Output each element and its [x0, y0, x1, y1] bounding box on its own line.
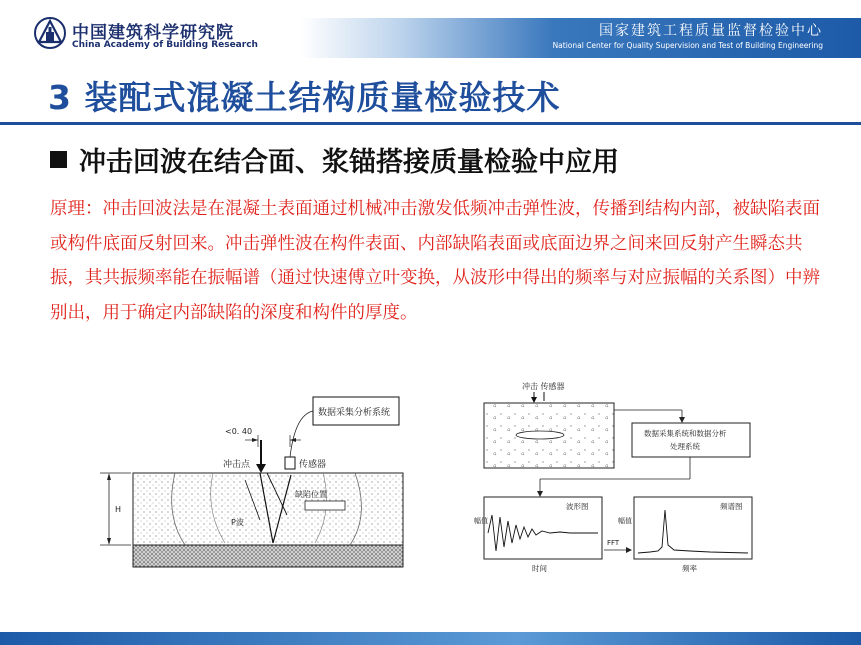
square-bullet-icon — [50, 151, 67, 168]
center-name-cn: 国家建筑工程质量监督检验中心 — [599, 23, 823, 39]
sub-heading — [50, 140, 619, 179]
waveform-x-label: 时间 — [532, 564, 547, 573]
spectrum-y-label: 幅值 — [618, 517, 632, 525]
waveform-title: 波形图 — [566, 502, 589, 511]
org-logo — [34, 16, 274, 56]
defect-position-label: 缺陷位置 — [295, 490, 327, 499]
sensor-label: 传感器 — [299, 460, 327, 470]
impact-echo-schematic — [95, 385, 415, 575]
spectrum-x-label: 频率 — [682, 564, 697, 573]
org-name-cn: 中国建筑科学研究院 — [72, 23, 234, 43]
sensor-box — [285, 457, 295, 469]
p-wave-label: P波 — [231, 518, 244, 527]
waveform-y-label: 幅值 — [474, 517, 488, 525]
spectrum-title: 频谱图 — [720, 502, 743, 511]
daq-box-label: 数据采集分析系统 — [318, 408, 391, 418]
sub-heading-text: 冲击回波在结合面、浆锚搭接质量检验中应用 — [79, 147, 619, 178]
internal-defect — [305, 501, 345, 510]
title-divider — [0, 122, 861, 125]
specimen-defect — [516, 431, 564, 439]
concrete-slab — [133, 473, 403, 545]
thickness-label: H — [115, 505, 122, 514]
center-name-en: National Center for Quality Supervision and Test of Building Engineering — [552, 41, 823, 50]
gap-label: <0. 40 — [225, 427, 253, 436]
impact-sensor-label: 冲击 传感器 — [522, 382, 565, 391]
org-name-en: China Academy of Building Research — [72, 40, 258, 50]
header-bar — [0, 0, 861, 60]
footer-bar — [0, 632, 861, 645]
daq-box-line1: 数据采集系统和数据分析 — [644, 429, 727, 438]
fft-label: FFT — [607, 539, 620, 547]
impact-echo-process-diagram — [470, 375, 790, 590]
substrate-layer — [133, 545, 403, 567]
section-title: 3 装配式混凝土结构质量检验技术 — [48, 78, 561, 117]
daq-box-line2: 处理系统 — [670, 442, 700, 451]
building-logo-icon — [34, 16, 66, 50]
principle-text: 原理：冲击回波法是在混凝土表面通过机械冲击激发低频冲击弹性波，传播到结构内部，被缺陷表面或构件底面反射回来。冲击弹性波在构件表面、内部缺陷表面或底面边界之间来回反射产生瞬态共振，其共振频率能在振幅谱（通过快速傅立叶变换，从波形中得出的频率与对应振幅的关系图）中辨别出，用于确定内部缺陷的深度和构件的厚度。 — [50, 199, 820, 323]
impact-point-label: 冲击点 — [223, 460, 251, 470]
